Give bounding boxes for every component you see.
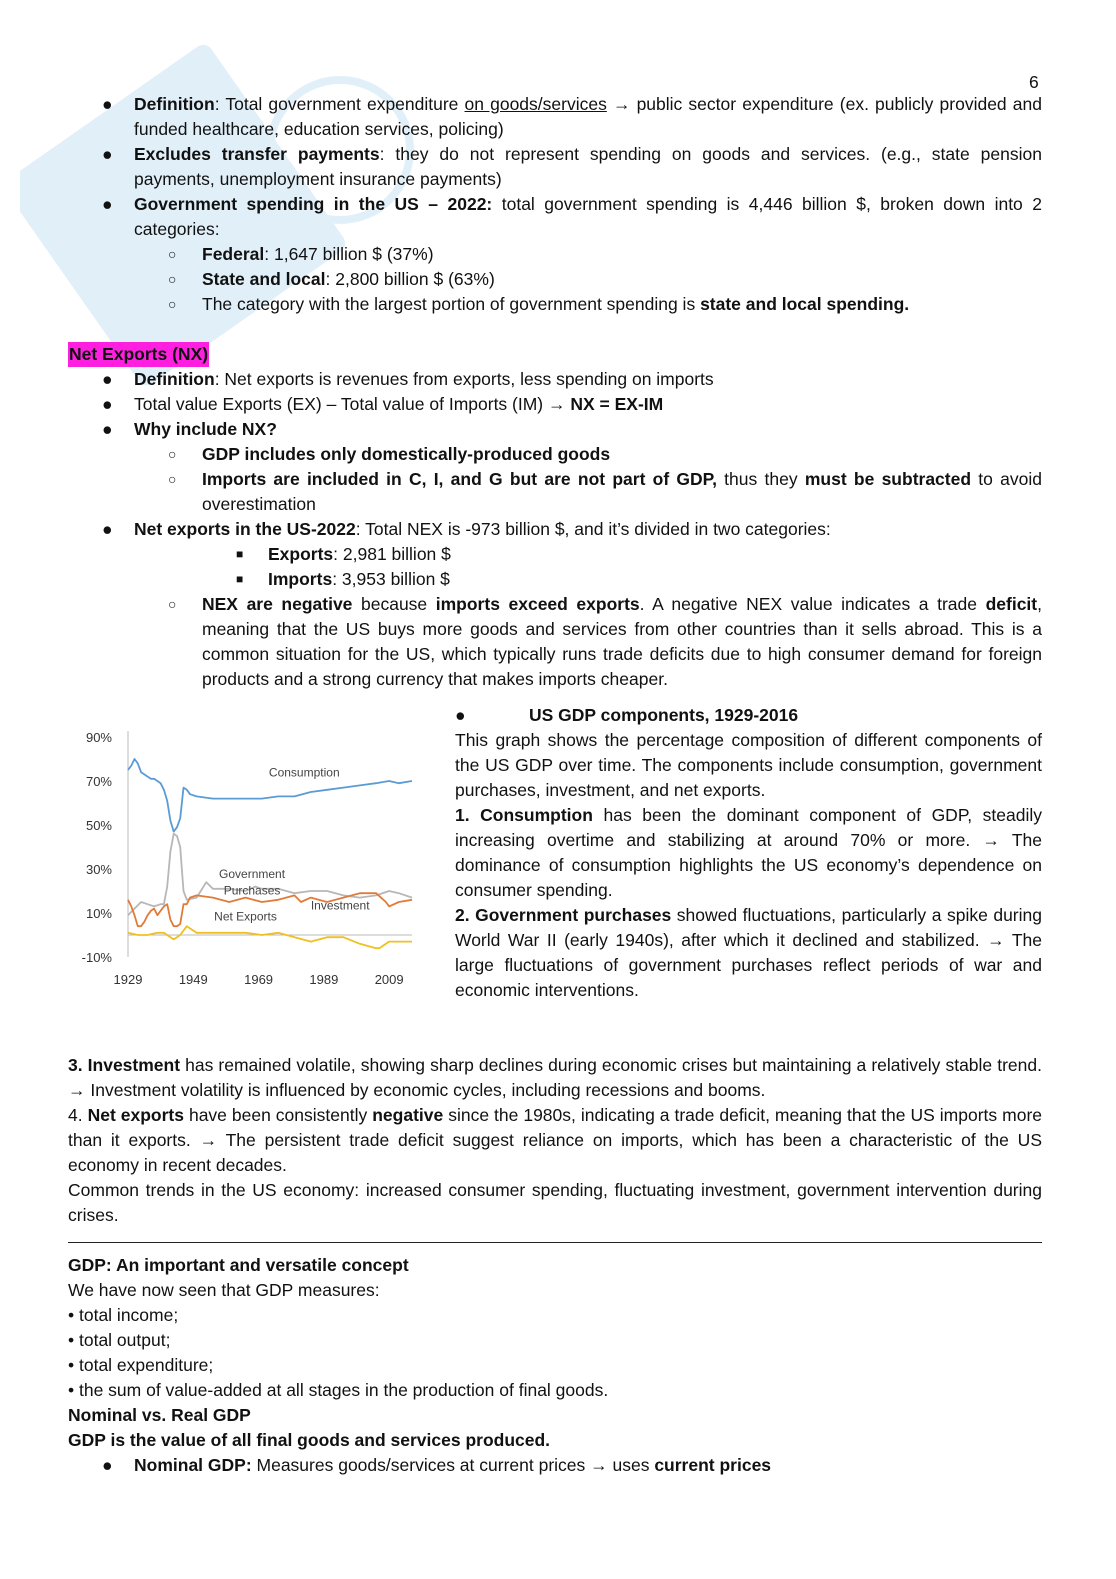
x-tick-label: 1929 <box>113 972 143 987</box>
underlined-term: on goods/services <box>464 94 607 114</box>
arrow-glyph: → <box>606 94 637 114</box>
y-tick-label: 50% <box>85 818 112 833</box>
chart-intro: This graph shows the percentage composition of different components of the US GDP over time. The components include consumption, government purchases, investment, and net exports. <box>455 730 1042 800</box>
sub-item-imports-subtracted: ○ Imports are included in C, I, and G but are not part of GDP, thus they must be subtracted to avoid overestimation <box>168 469 1042 514</box>
gdp-definition-line: GDP is the value of all final goods and services produced. <box>68 1430 551 1450</box>
y-tick-label: 10% <box>85 906 112 921</box>
paragraph-net-exports: 4. Net exports have been consistently negative since the 1980s, indicating a trade deficit, meaning that the US imports more than it exports. → The persistent trade deficit suggest reliance on imports, which has been a characteristic of the US economy in recent decades. <box>68 1105 1043 1175</box>
bullet-circle: ○ <box>168 296 177 312</box>
document-body <box>68 92 1042 1478</box>
list-item-transfer-payments: ● Excludes transfer payments: they do not represent spending on goods and services. (e.g., state pension payments, unemployment insurance payments) <box>102 144 1042 189</box>
series-line-net-exports <box>128 926 412 948</box>
bullet-dot: ● <box>102 94 113 114</box>
bullet-square: ■ <box>236 572 244 586</box>
x-tick-label: 1989 <box>309 972 339 987</box>
gdp-measures-item-expenditure: • total expenditure; <box>68 1355 214 1375</box>
bullet-dot: ● <box>102 369 113 389</box>
list-item-nx-definition: ● Definition: Net exports is revenues from exports, less spending on imports <box>68 367 1042 392</box>
chart-section <box>68 703 1042 1053</box>
heading-nominal-vs-real: Nominal vs. Real GDP <box>68 1405 251 1425</box>
gdp-measures-item-income: • total income; <box>68 1305 179 1325</box>
x-tick-label: 1949 <box>178 972 208 987</box>
highlighted-heading: Net Exports (NX) <box>68 342 209 367</box>
bullet-dot: ● <box>102 394 113 414</box>
paragraph-common-trends: Common trends in the US economy: increased consumer spending, fluctuating investment, government intervention during crises. <box>68 1180 1042 1225</box>
x-tick-label: 1969 <box>244 972 274 987</box>
y-tick-label: -10% <box>81 950 112 965</box>
bullet-circle: ○ <box>168 471 177 487</box>
paragraph-government-purchases: 2. Government purchases showed fluctuations, particularly a spike during World War II (early 1940s), after which it declined and stabilized. → The large fluctuations of government purchases reflect periods of war and economic interventions. <box>455 905 1042 1000</box>
bullet-dot: ● <box>455 705 466 725</box>
y-tick-label: 30% <box>85 862 112 877</box>
section-heading-net-exports <box>68 342 1042 367</box>
list-item-definition: ● Definition: Total government expenditure on goods/services → public sector expenditure (ex. publicly provided and funded healthcare, education services, policing) <box>102 94 1042 139</box>
sub-sub-item-exports: ■ Exports: 2,981 billion $ <box>68 542 1042 567</box>
sub-item-largest-category: ○ The category with the largest portion of government spending is state and local spending. <box>68 292 1042 317</box>
x-tick-label: 2009 <box>374 972 404 987</box>
bullet-dot: ● <box>102 519 113 539</box>
chart-annotation-label: Government <box>219 866 286 881</box>
bullet-circle: ○ <box>168 596 177 612</box>
paragraph-investment: 3. Investment has remained volatile, showing sharp declines during economic crises but maintaining a relatively stable trend. → Investment volatility is influenced by economic cycles, including recessions and booms. <box>68 1055 1042 1100</box>
chart-explanation <box>455 703 1042 1003</box>
gdp-measures-item-value-added: • the sum of value-added at all stages in the production of final goods. <box>68 1380 609 1400</box>
y-tick-label: 70% <box>85 774 112 789</box>
heading-gdp-concept: GDP: An important and versatile concept <box>68 1255 409 1275</box>
sub-item-domestic-goods: ○ GDP includes only domestically-produced goods <box>68 442 1042 467</box>
bullet-square: ■ <box>236 547 244 561</box>
chart-annotation-label: Investment <box>310 898 370 913</box>
nx-formula: NX = EX-IM <box>570 394 664 414</box>
bullet-circle: ○ <box>168 271 177 287</box>
sub-item-federal: ○ Federal: 1,647 billion $ (37%) <box>68 242 1042 267</box>
gdp-measures-intro: We have now seen that GDP measures: <box>68 1280 380 1300</box>
chart-annotation-label: Net Exports <box>214 909 277 924</box>
y-tick-label: 90% <box>85 730 112 745</box>
bullet-dot: ● <box>102 144 113 164</box>
list-item-us-net-exports: ● Net exports in the US-2022: Total NEX is -973 billion $, and it’s divided in two categories: <box>68 517 1042 542</box>
chart-annotation-label: Purchases <box>223 883 281 898</box>
section-divider <box>68 1242 1042 1243</box>
bullet-circle: ○ <box>168 246 177 262</box>
gdp-components-chart <box>68 717 428 1007</box>
chart-section-title: ● US GDP components, 1929-2016 <box>455 703 1042 728</box>
chart-annotation-label: Consumption <box>268 765 340 780</box>
paragraph-consumption: 1. Consumption has been the dominant component of GDP, steadily increasing overtime and stabilizing at around 70% or more. → The dominance of consumption highlights the US economy’s dependence on consumer spending. <box>455 805 1043 900</box>
list-item-nominal-gdp: ● Nominal GDP: Measures goods/services at current prices → uses current prices <box>68 1453 1042 1478</box>
list-item-nx-formula: ● Total value Exports (EX) – Total value of Imports (IM) → NX = EX-IM <box>68 392 1042 417</box>
bullet-circle: ○ <box>168 446 177 462</box>
sub-sub-item-imports: ■ Imports: 3,953 billion $ <box>68 567 1042 592</box>
bullet-dot: ● <box>102 194 113 214</box>
gdp-measures-item-output: • total output; <box>68 1330 171 1350</box>
sub-item-nex-negative: ○ NEX are negative because imports exceed exports. A negative NEX value indicates a trade deficit, meaning that the US buys more goods and services from other countries than it sells abroad. This is a common situation for the US, which typically runs trade deficits due to high consumer demand for foreign products and a strong currency that makes imports cheaper. <box>168 594 1042 689</box>
sub-item-state-local: ○ State and local: 2,800 billion $ (63%) <box>68 267 1042 292</box>
bullet-dot: ● <box>102 1455 113 1475</box>
list-item-why-nx: ● Why include NX? <box>68 417 1042 442</box>
page-number: 6 <box>1029 72 1039 92</box>
bullet-dot: ● <box>102 419 113 439</box>
list-item-us-gov-spending: ● Government spending in the US – 2022: total government spending is 4,446 billion $, broken down into 2 categories: <box>102 194 1042 239</box>
